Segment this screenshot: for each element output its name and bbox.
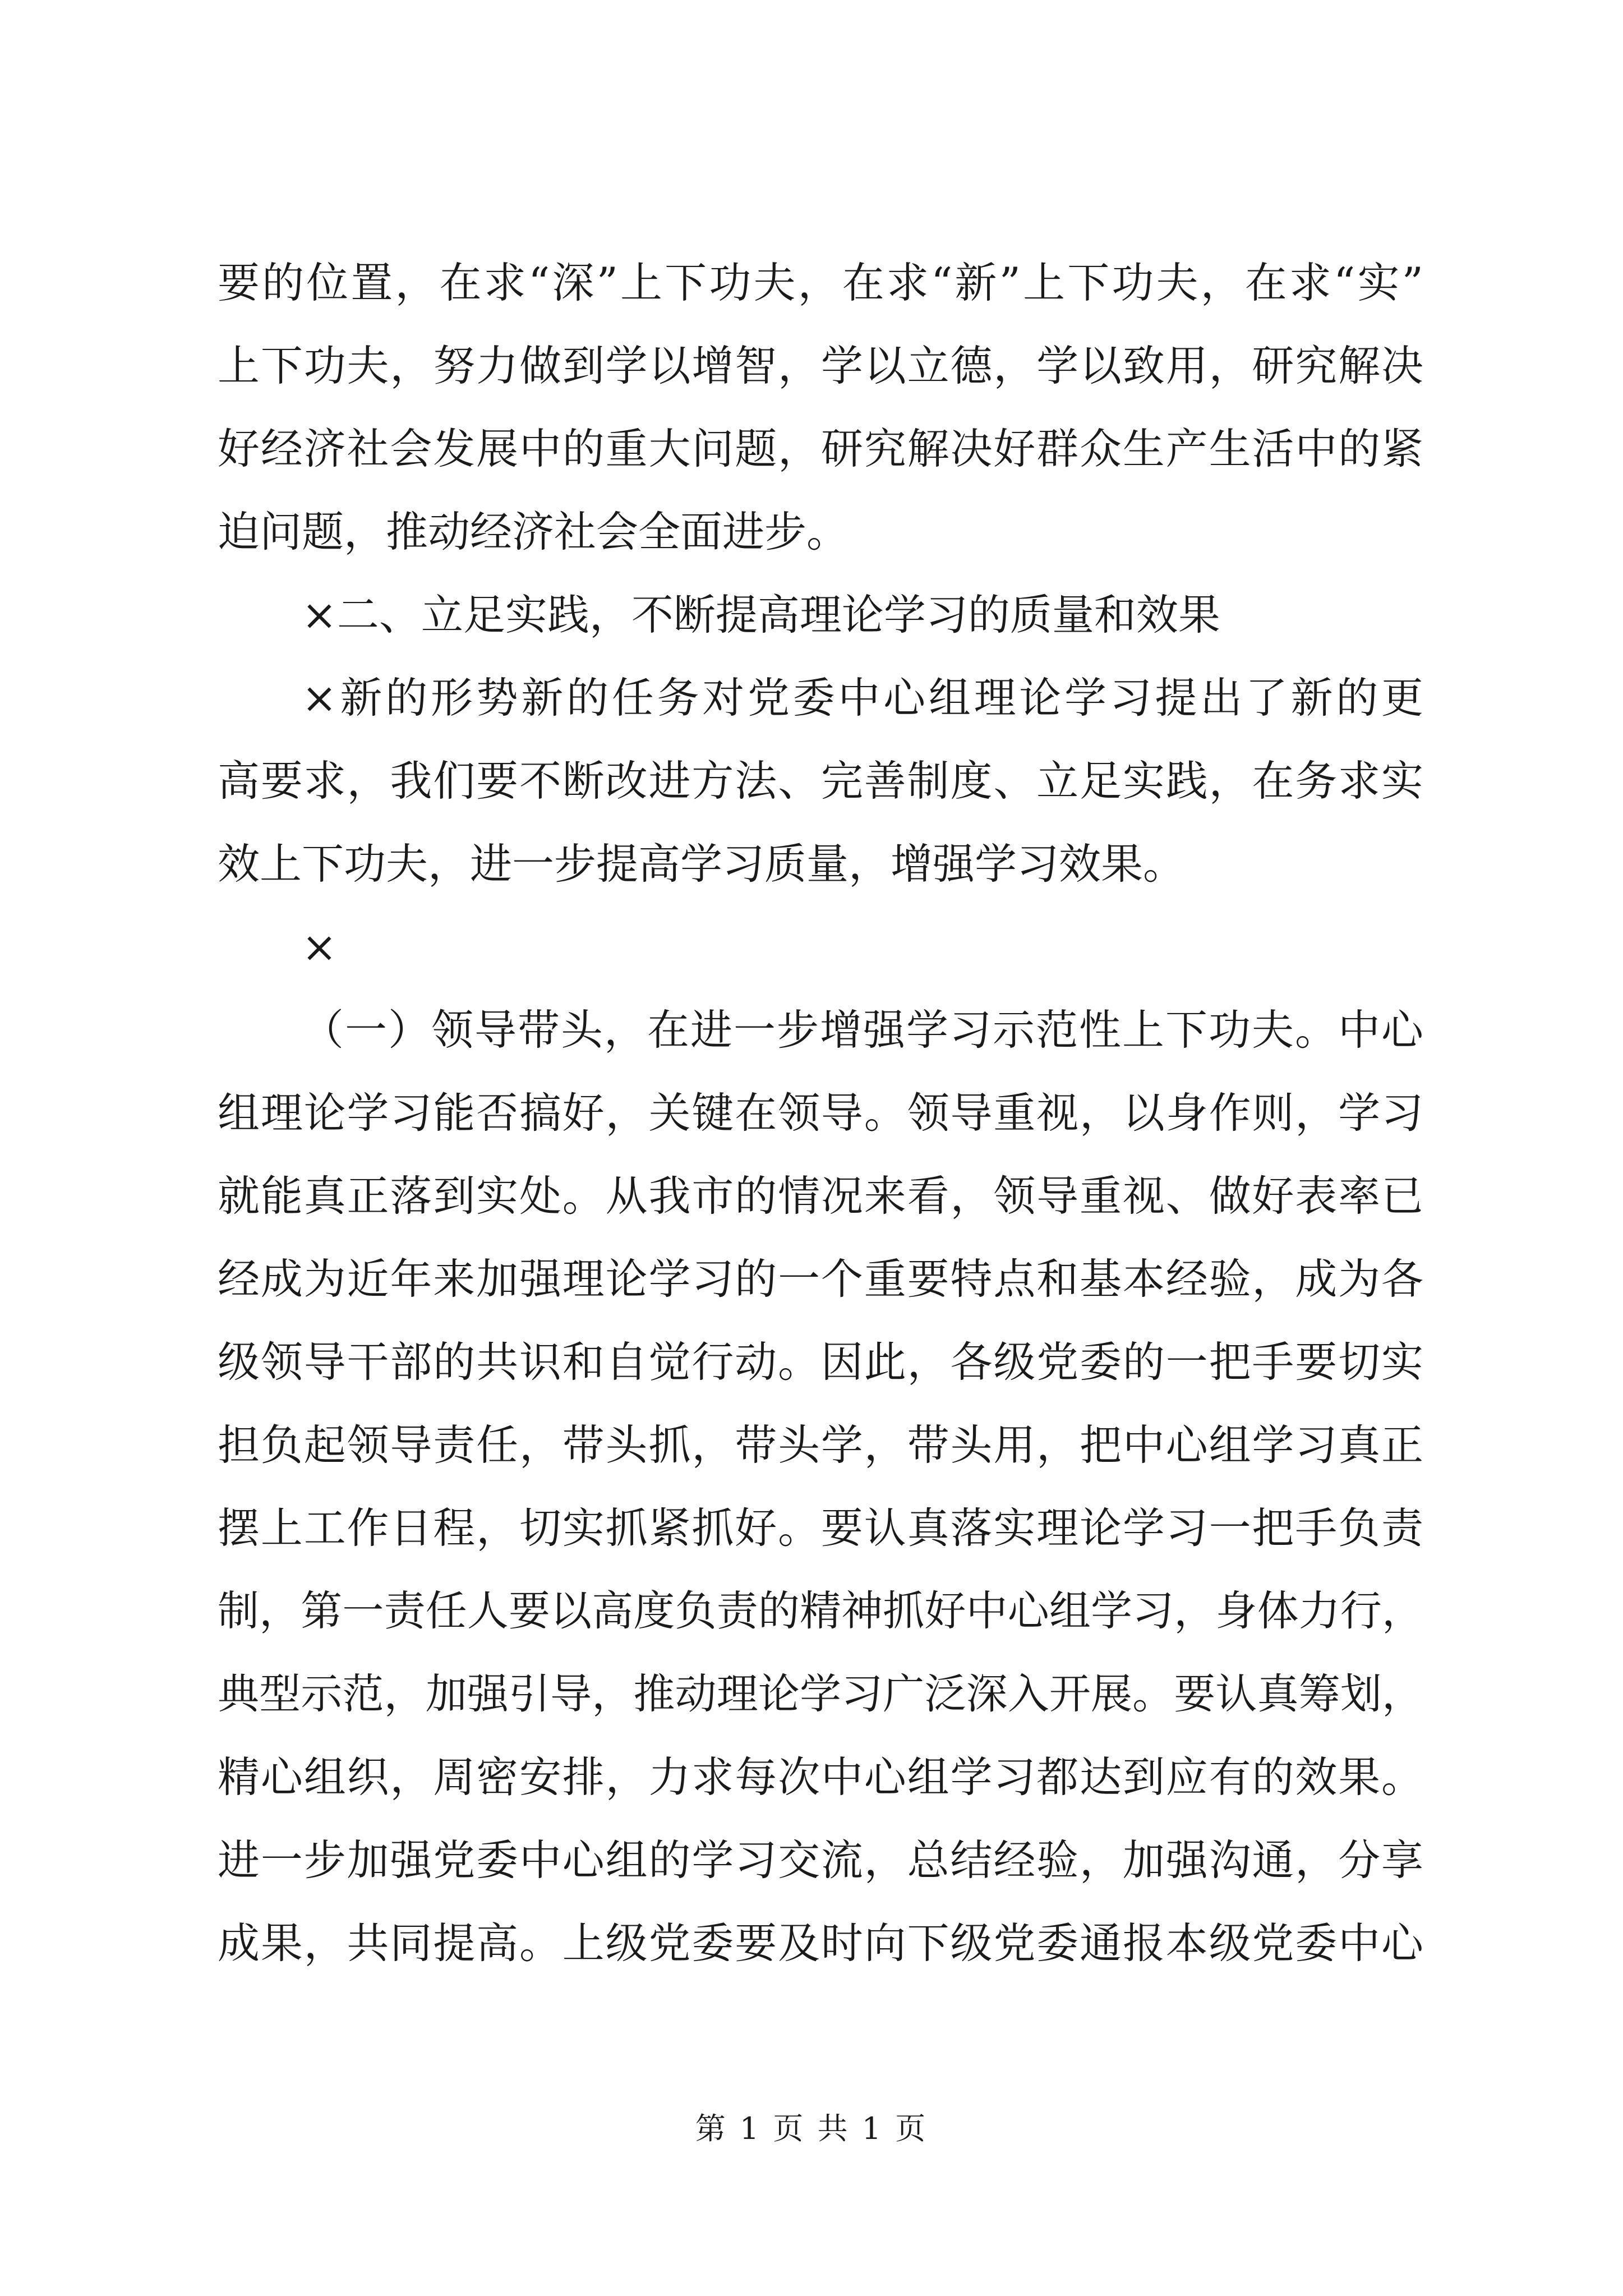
text-line: × [302,922,337,972]
text-line: 高要求，我们要不断改进方法、完善制度、立足实践，在务求实 [218,756,1423,806]
text-line: 组理论学习能否搞好，关键在领导。领导重视，以身作则，学习 [218,1088,1423,1138]
text-line: 上下功夫，努力做到学以增智，学以立德，学以致用，研究解决 [218,341,1423,390]
section-heading: ×二、立足实践，不断提高理论学习的质量和效果 [302,590,1220,639]
text-line: 迫问题，推动经济社会全面进步。 [218,507,849,556]
text-line: ×新的形势新的任务对党委中心组理论学习提出了新的更 [302,673,1423,723]
text-line: 担负起领导责任，带头抓，带头学，带头用，把中心组学习真正 [218,1420,1423,1470]
text-line: 要的位置，在求“深”上下功夫，在求“新”上下功夫，在求“实” [218,258,1423,307]
text-line: 成果，共同提高。上级党委要及时向下级党委通报本级党委中心 [218,1918,1423,1968]
text-line: 摆上工作日程，切实抓紧抓好。要认真落实理论学习一把手负责 [218,1503,1423,1553]
text-line: 典型示范，加强引导，推动理论学习广泛深入开展。要认真筹划， [218,1670,1423,1718]
text-line: 就能真正落到实处。从我市的情况来看，领导重视、做好表率已 [218,1171,1423,1221]
text-line: 好经济社会发展中的重大问题，研究解决好群众生产生活中的紧 [218,424,1423,473]
text-line: 制，第一责任人要以高度负责的精神抓好中心组学习，身体力行， [218,1587,1423,1635]
text-line: 进一步加强党委中心组的学习交流，总结经验，加强沟通，分享 [218,1835,1423,1885]
subsection-heading: （一）领导带头，在进一步增强学习示范性上下功夫。中心 [302,1005,1423,1055]
document-body [218,241,1423,1985]
page-number-footer: 第 1 页 共 1 页 [695,2111,928,2146]
text-line: 效上下功夫，进一步提高学习质量，增强学习效果。 [218,839,1186,889]
text-line: 级领导干部的共识和自觉行动。因此，各级党委的一把手要切实 [218,1337,1423,1387]
text-line: 精心组织，周密安排，力求每次中心组学习都达到应有的效果。 [218,1752,1423,1802]
text-line: 经成为近年来加强理论学习的一个重要特点和基本经验，成为各 [218,1254,1423,1304]
